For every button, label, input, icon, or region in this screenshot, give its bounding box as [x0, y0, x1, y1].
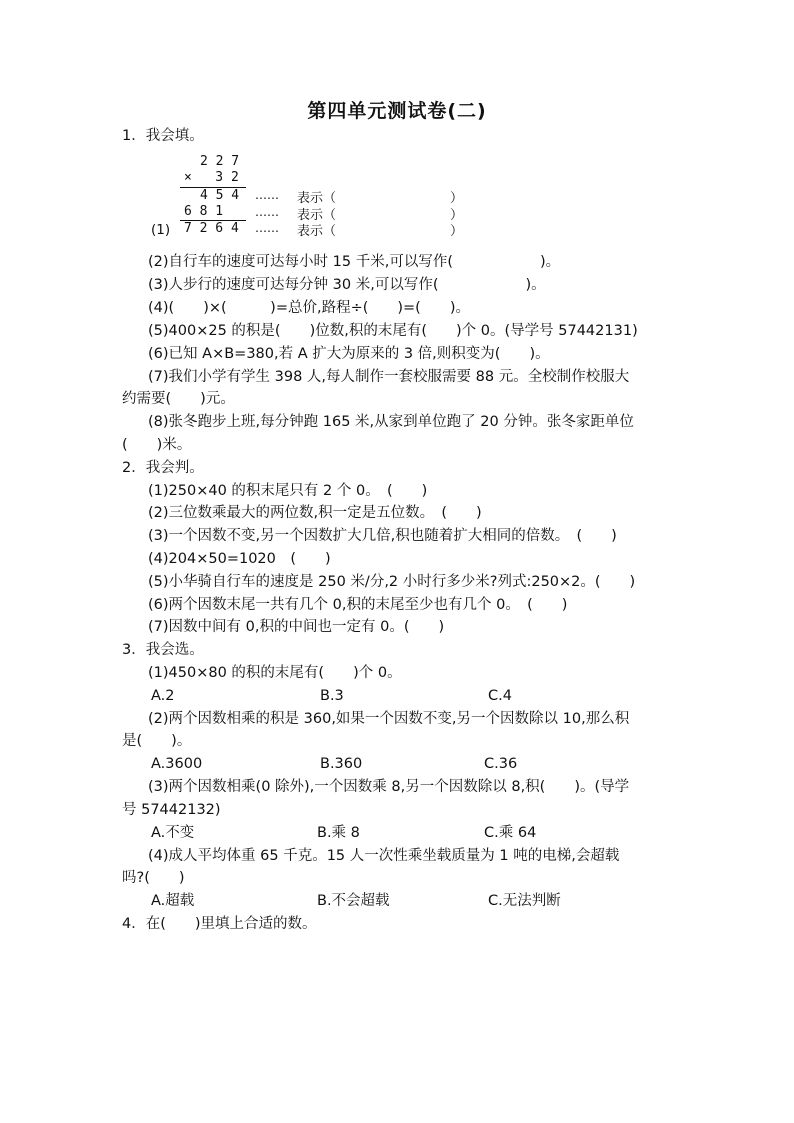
fill-item-4: (4)( )×( )=总价,路程÷( )=( )。 [148, 300, 471, 316]
section-4-heading: 4．在( )里填上合适的数。 [122, 916, 317, 932]
fill-item-6: (6)已知 A×B=380,若 A 扩大为原来的 3 倍,则积变为( )。 [148, 346, 550, 362]
judge-item-7: (7)因数中间有 0,积的中间也一定有 0。( ) [148, 619, 445, 635]
choose-q1-option-b: B.3 [320, 688, 344, 704]
judge-item-1: (1)250×40 的积末尾只有 2 个 0。 ( ) [148, 483, 428, 499]
calc-label-1: 表示（ [297, 191, 337, 206]
choose-q4-option-b: B.不会超载 [317, 893, 390, 909]
fill-item-8: (8)张冬跑步上班,每分钟跑 165 米,从家到单位跑了 20 分钟。张冬家距单位 [148, 414, 634, 430]
section-2-heading: 2．我会判。 [122, 460, 204, 476]
choose-q2-option-a: A.3600 [151, 756, 203, 772]
choose-q3-option-c: C.乘 64 [484, 825, 537, 841]
calc-label-2: 表示（ [297, 208, 337, 223]
judge-item-6: (6)两个因数末尾一共有几个 0,积的末尾至少也有几个 0。 ( ) [148, 597, 568, 613]
judge-item-3: (3)一个因数不变,另一个因数扩大几倍,积也随着扩大相同的倍数。 ( ) [148, 528, 617, 544]
judge-item-4: (4)204×50=1020 ( ) [148, 551, 331, 567]
choose-q3-option-b: B.乘 8 [317, 825, 360, 841]
calc-multiplicand: 2 2 7 [200, 154, 240, 169]
choose-q2: (2)两个因数相乘的积是 360,如果一个因数不变,另一个因数除以 10,那么积 [148, 711, 630, 727]
calc-item-number: (1) [151, 222, 171, 238]
choose-q1-option-a: A.2 [151, 688, 175, 704]
choose-q4: (4)成人平均体重 65 千克。15 人一次性乘坐载质量为 1 吨的电梯,会超载 [148, 848, 620, 864]
calc-label-3: 表示（ [297, 224, 337, 239]
fill-item-8-cont: ( )米。 [122, 437, 192, 453]
page-title: 第四单元测试卷(二) [307, 100, 487, 122]
calc-close-2: ） [450, 208, 464, 223]
judge-item-2: (2)三位数乘最大的两位数,积一定是五位数。 ( ) [148, 505, 482, 521]
calc-product: 7 2 6 4 [184, 221, 239, 236]
choose-q2-option-b: B.360 [320, 756, 363, 772]
section-3-heading: 3．我会选。 [122, 642, 204, 658]
choose-q4-option-c: C.无法判断 [488, 893, 561, 909]
calc-dots-1: …… [255, 188, 279, 202]
calc-dots-2: …… [255, 205, 279, 219]
calc-dots-3: …… [255, 221, 279, 235]
calc-close-1: ） [450, 191, 464, 206]
judge-item-5: (5)小华骑自行车的速度是 250 米/分,2 小时行多少米?列式:250×2。( ) [148, 574, 636, 590]
choose-q4-cont: 吗?( ) [122, 870, 185, 886]
choose-q2-option-c: C.36 [484, 756, 518, 772]
fill-item-2: (2)自行车的速度可达每小时 15 千米,可以写作( )。 [148, 254, 561, 270]
calc-multiplier: × 3 2 [184, 170, 239, 185]
fill-item-7-cont: 约需要( )元。 [122, 391, 235, 407]
calc-close-3: ） [450, 224, 464, 239]
fill-item-7: (7)我们小学有学生 398 人,每人制作一套校服需要 88 元。全校制作校服大 [148, 369, 630, 385]
calc-partial-2: 6 8 1 [184, 204, 224, 219]
choose-q2-cont: 是( )。 [122, 733, 192, 749]
choose-q4-option-a: A.超载 [151, 893, 195, 909]
choose-q1: (1)450×80 的积的末尾有( )个 0。 [148, 665, 402, 681]
choose-q3-cont: 号 57442132) [122, 802, 221, 818]
choose-q3-option-a: A.不变 [151, 825, 195, 841]
fill-item-3: (3)人步行的速度可达每分钟 30 米,可以写作( )。 [148, 277, 546, 293]
section-1-heading: 1．我会填。 [122, 128, 204, 144]
calc-partial-1: 4 5 4 [200, 188, 240, 203]
choose-q1-option-c: C.4 [488, 688, 512, 704]
choose-q3: (3)两个因数相乘(0 除外),一个因数乘 8,另一个因数除以 8,积( )。(导学 [148, 779, 630, 795]
fill-item-5: (5)400×25 的积是( )位数,积的末尾有( )个 0。(导学号 57442131) [148, 323, 638, 339]
